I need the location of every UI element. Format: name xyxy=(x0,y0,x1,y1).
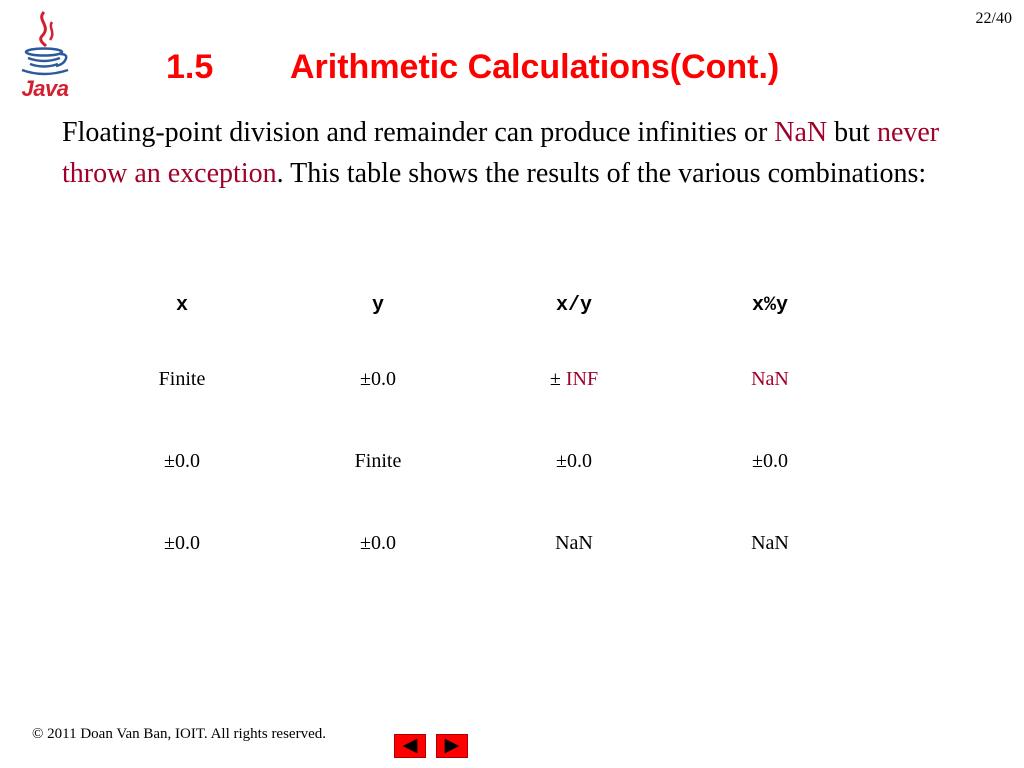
copyright-icon: © xyxy=(32,726,44,742)
highlight-nan: NaN xyxy=(774,117,828,148)
paragraph-text-3: . This table shows the results of the various combinations: xyxy=(276,158,927,189)
table-cell: ±0.0 xyxy=(164,531,200,554)
table-cell: ±0.0 xyxy=(752,449,788,472)
table-cell: ±0.0 xyxy=(164,449,200,472)
highlight-never-throw: never throw an exception xyxy=(62,117,940,189)
header-x: x xyxy=(175,293,188,317)
table-cell: ±0.0 xyxy=(360,531,396,554)
intro-paragraph xyxy=(62,112,982,194)
next-slide-button[interactable] xyxy=(436,734,468,758)
paragraph-text-2: but xyxy=(827,117,877,148)
table-cell: ±0.0 xyxy=(556,449,592,472)
table-cell: Finite xyxy=(354,449,402,472)
paragraph-text-1: Floating-point division and remainder can produce infinities or xyxy=(62,117,775,148)
table-cell: NaN xyxy=(555,531,593,554)
java-logo xyxy=(14,8,76,104)
table-row xyxy=(84,420,868,502)
java-logo-text: Java xyxy=(21,76,69,101)
table-cell: NaN xyxy=(751,367,789,390)
right-arrow-icon xyxy=(437,735,467,757)
header-y: y xyxy=(371,293,384,317)
title-text: Arithmetic Calculations(Cont.) xyxy=(290,48,780,86)
slide-title xyxy=(166,48,779,87)
table-cell: NaN xyxy=(751,531,789,554)
left-arrow-icon xyxy=(395,735,425,757)
section-number: 1.5 xyxy=(166,48,214,86)
java-cup-icon xyxy=(14,8,76,78)
header-x-mod-y: x%y xyxy=(751,293,788,317)
results-table xyxy=(84,272,868,584)
table-cell: Finite xyxy=(158,367,206,390)
table-header-row xyxy=(84,272,868,338)
header-x-div-y: x/y xyxy=(555,293,592,317)
table-cell: ±0.0 xyxy=(360,367,396,390)
copyright-footer xyxy=(32,726,326,743)
table-row xyxy=(84,338,868,420)
page-number: 22/40 xyxy=(975,10,1012,27)
previous-slide-button[interactable] xyxy=(394,734,426,758)
copyright-text: 2011 Doan Van Ban, IOIT. All rights reserved. xyxy=(43,726,326,742)
table-row xyxy=(84,502,868,584)
table-cell-inf: ± INF xyxy=(549,367,599,390)
